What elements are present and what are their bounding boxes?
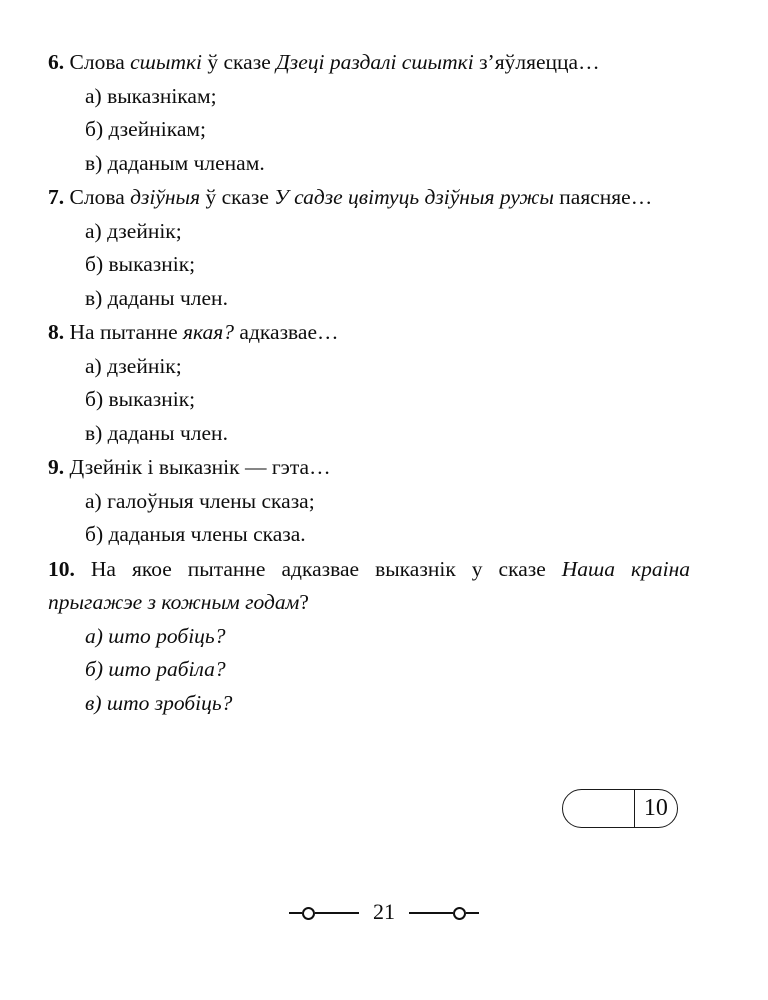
- question-prompt-6-part2: ў сказе: [202, 50, 277, 74]
- question-number-6: 6.: [48, 50, 65, 74]
- question-block-8: [48, 316, 690, 450]
- option-7-a[interactable]: а) дзейнік;: [85, 218, 182, 243]
- option-8-a[interactable]: а) дзейнік;: [85, 353, 182, 378]
- options-list-10: [48, 620, 690, 721]
- footer-ornament-left: [289, 907, 359, 920]
- question-block-7: [48, 181, 690, 315]
- question-prompt-6-part3: з’яўляецца…: [473, 50, 600, 74]
- question-text-9: [48, 451, 690, 485]
- question-block-9: [48, 451, 690, 552]
- question-prompt-10-part2: ?: [299, 590, 309, 614]
- question-prompt-7-part1: Слова: [64, 185, 131, 209]
- ornament-ring-icon: [302, 907, 315, 920]
- option-9-b[interactable]: б) даданыя члены сказа.: [85, 522, 306, 546]
- question-block-10: [48, 553, 690, 721]
- option-10-b[interactable]: б) што рабіла?: [85, 657, 226, 681]
- question-prompt-10-part1: На якое пытанне адказвае выказнік у сказе: [74, 556, 562, 581]
- option-8-b[interactable]: б) выказнік;: [85, 387, 196, 411]
- option-9-a[interactable]: а) галоўныя члены сказа;: [85, 488, 315, 513]
- page-footer: [0, 895, 768, 931]
- ornament-line-icon: [409, 912, 453, 914]
- question-number-9: 9.: [48, 455, 65, 479]
- question-text-10: [48, 553, 690, 620]
- question-prompt-7-part2: ў сказе: [200, 185, 275, 209]
- question-italic-7-word: дзіўныя: [130, 185, 201, 209]
- question-prompt-8-part1: На пытанне: [64, 320, 184, 344]
- question-italic-8-word: якая?: [183, 320, 235, 344]
- ornament-ring-icon: [453, 907, 466, 920]
- question-text-7: [48, 181, 690, 215]
- question-number-7: 7.: [48, 185, 65, 209]
- question-number-10: 10.: [48, 556, 75, 581]
- question-italic-6-word: сшыткі: [130, 50, 202, 74]
- footer-ornament-right: [409, 907, 479, 920]
- page-number: 21: [373, 898, 395, 924]
- option-8-c[interactable]: в) даданы член.: [85, 420, 228, 445]
- option-10-a[interactable]: а) што робіць?: [85, 623, 226, 648]
- question-text-8: [48, 316, 690, 350]
- question-italic-10-sentence: Наша краіна прыгажэе з кожным годам: [48, 556, 690, 614]
- option-6-b[interactable]: б) дзейнікам;: [85, 117, 206, 141]
- question-text-6: [48, 46, 690, 80]
- options-list-6: [48, 80, 690, 181]
- option-6-a[interactable]: а) выказнікам;: [85, 83, 217, 108]
- question-italic-7-sentence: У садзе цвітуць дзіўныя ружы: [274, 185, 554, 209]
- ornament-stub-icon: [289, 912, 302, 914]
- score-box-value: 10: [643, 794, 668, 821]
- option-6-c[interactable]: в) даданым членам.: [85, 150, 265, 175]
- question-prompt-7-part3: паясняе…: [553, 185, 653, 209]
- options-list-8: [48, 350, 690, 451]
- option-10-c[interactable]: в) што зробіць?: [85, 690, 233, 715]
- question-italic-6-sentence: Дзеці раздалі сшыткі: [276, 50, 474, 74]
- question-block-6: [48, 46, 690, 180]
- ornament-line-icon: [315, 912, 359, 914]
- options-list-7: [48, 215, 690, 316]
- score-box-empty-cell[interactable]: [563, 790, 635, 827]
- ornament-stub-icon: [466, 912, 479, 914]
- question-prompt-6-part1: Слова: [64, 50, 131, 74]
- option-7-b[interactable]: б) выказнік;: [85, 252, 196, 276]
- question-prompt-9-part1: Дзейнік і выказнік — гэта…: [64, 455, 331, 479]
- page-content: [48, 46, 690, 721]
- options-list-9: [48, 485, 690, 552]
- question-number-8: 8.: [48, 320, 65, 344]
- option-7-c[interactable]: в) даданы член.: [85, 285, 228, 310]
- question-prompt-8-part2: адказвае…: [234, 320, 339, 344]
- score-box[interactable]: [562, 789, 678, 828]
